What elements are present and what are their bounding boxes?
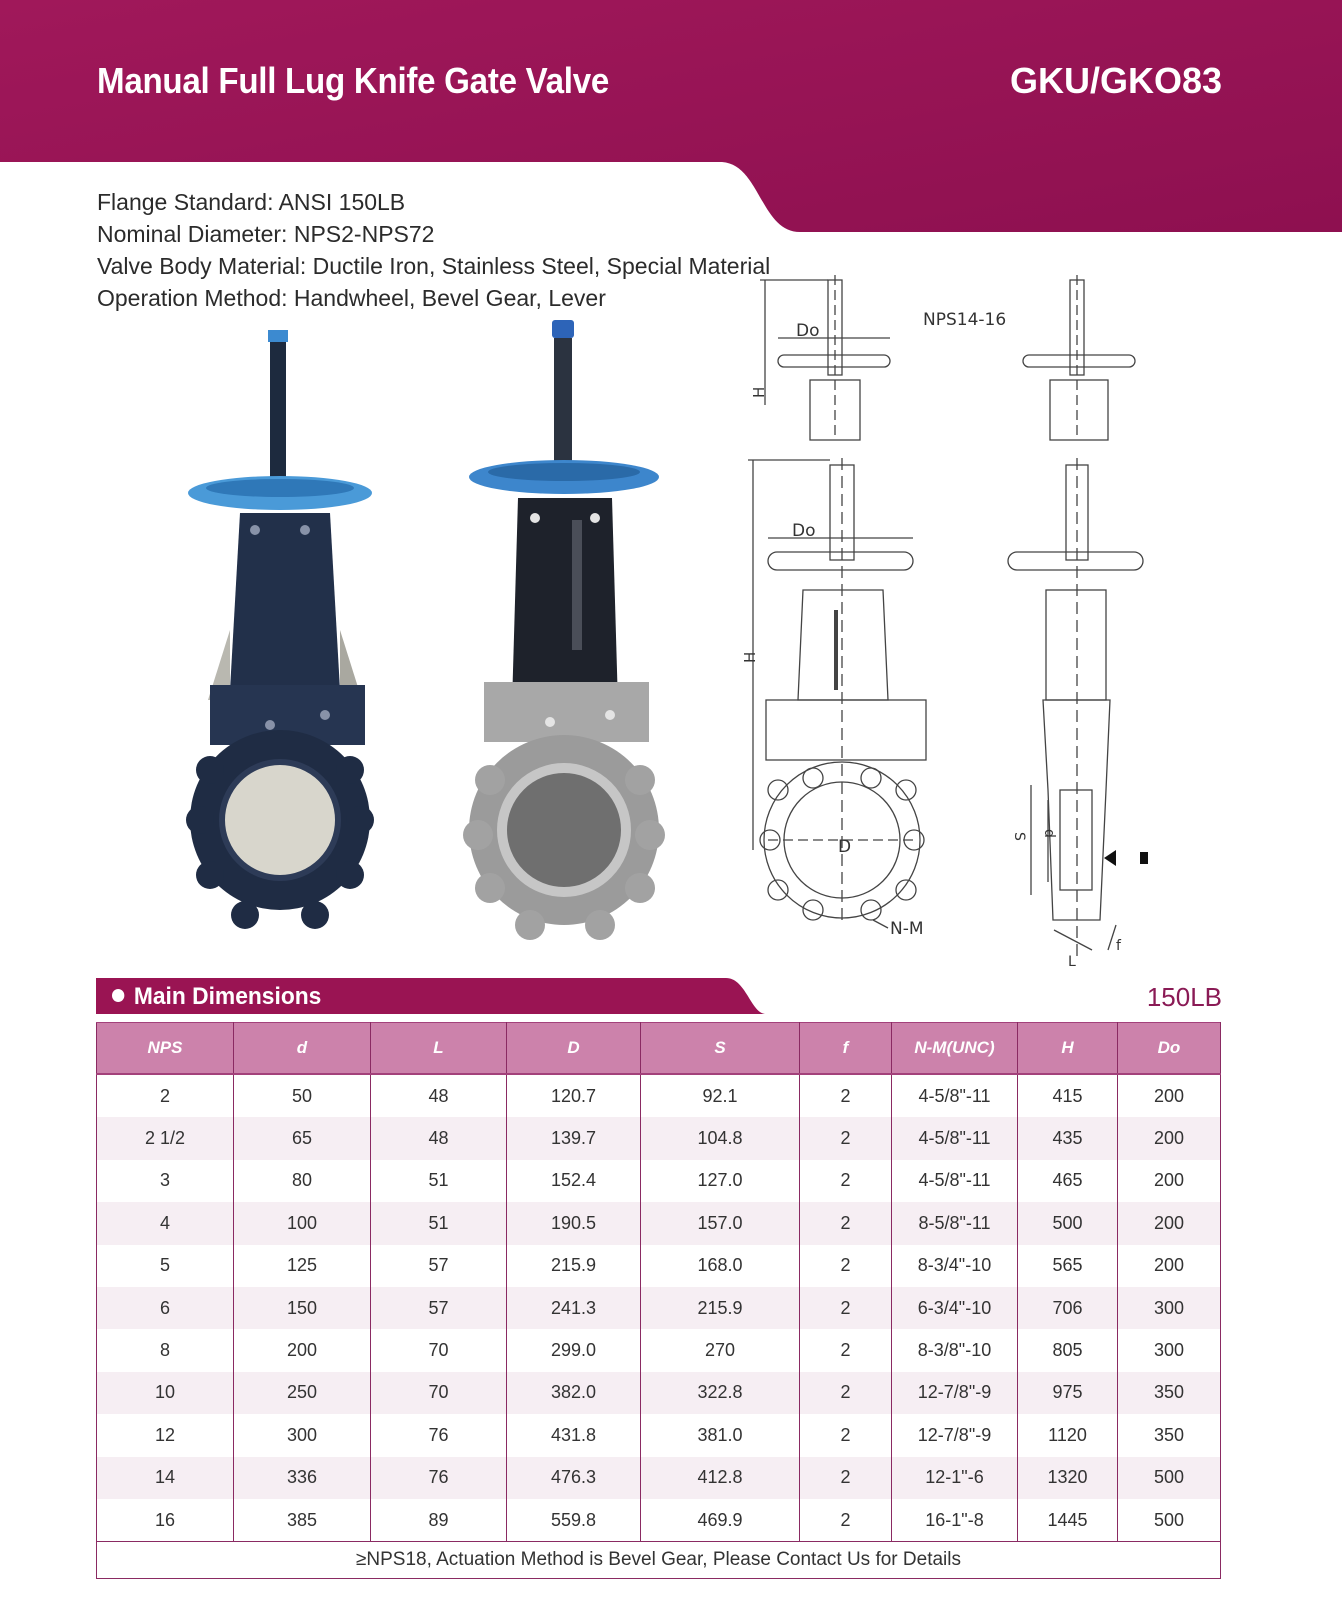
table-cell: 2 [800, 1499, 892, 1542]
table-cell: 8-5/8"-11 [892, 1202, 1018, 1244]
table-cell: 241.3 [507, 1287, 641, 1329]
spec-list [97, 186, 770, 314]
table-cell: 350 [1118, 1414, 1221, 1456]
table-cell: 150 [234, 1287, 371, 1329]
table-cell: 200 [234, 1329, 371, 1371]
section-title [112, 983, 321, 1011]
table-cell: 8-3/8"-10 [892, 1329, 1018, 1371]
table-cell: 2 [800, 1329, 892, 1371]
table-cell: 100 [234, 1202, 371, 1244]
table-cell: 300 [1118, 1329, 1221, 1371]
table-cell: 92.1 [641, 1074, 800, 1117]
table-cell: 152.4 [507, 1160, 641, 1202]
column-header: Do [1118, 1023, 1221, 1075]
label-h-top: H [750, 386, 768, 398]
table-cell: 2 [800, 1372, 892, 1414]
table-cell: 6 [97, 1287, 234, 1329]
table-cell: 431.8 [507, 1414, 641, 1456]
table-body [97, 1074, 1221, 1542]
table-cell: 50 [234, 1074, 371, 1117]
table-cell: 336 [234, 1457, 371, 1499]
table-cell: 500 [1018, 1202, 1118, 1244]
table-row [97, 1117, 1221, 1159]
table-cell: 12-1"-6 [892, 1457, 1018, 1499]
valve-photo-stainless-steel [460, 320, 675, 955]
table-cell: 385 [234, 1499, 371, 1542]
table-row [97, 1245, 1221, 1287]
table-cell: 65 [234, 1117, 371, 1159]
table-cell: 412.8 [641, 1457, 800, 1499]
table-cell: 415 [1018, 1074, 1118, 1117]
label-n-m: N-M [890, 919, 924, 939]
valve-photo-ductile-iron [190, 330, 390, 950]
table-cell: 1445 [1018, 1499, 1118, 1542]
table-cell: 350 [1118, 1372, 1221, 1414]
table-cell: 70 [371, 1372, 507, 1414]
table-cell: 435 [1018, 1117, 1118, 1159]
table-cell: 270 [641, 1329, 800, 1371]
column-header: S [641, 1023, 800, 1075]
spec-body-material: Valve Body Material: Ductile Iron, Stainless Steel, Special Material [97, 253, 771, 279]
table-cell: 200 [1118, 1117, 1221, 1159]
label-h-main: H [741, 651, 759, 663]
table-row [97, 1457, 1221, 1499]
table-cell: 215.9 [641, 1287, 800, 1329]
table-cell: 190.5 [507, 1202, 641, 1244]
table-footnote: ≥NPS18, Actuation Method is Bevel Gear, Please Contact Us for Details [97, 1542, 1221, 1579]
label-do-top: Do [796, 321, 820, 341]
label-d: D [838, 837, 852, 857]
table-cell: 8 [97, 1329, 234, 1371]
table-cell: 51 [371, 1160, 507, 1202]
table-cell: 2 [800, 1414, 892, 1456]
table-cell: 48 [371, 1074, 507, 1117]
table-cell: 57 [371, 1287, 507, 1329]
table-cell: 250 [234, 1372, 371, 1414]
table-cell: 215.9 [507, 1245, 641, 1287]
table-header-row [97, 1023, 1221, 1075]
table-cell: 476.3 [507, 1457, 641, 1499]
table-cell: 51 [371, 1202, 507, 1244]
table-cell: 706 [1018, 1287, 1118, 1329]
table-cell: 2 [800, 1074, 892, 1117]
table-cell: 465 [1018, 1160, 1118, 1202]
size-label-nps14-16: NPS14-16 [923, 310, 1007, 330]
table-footnote-row [97, 1542, 1221, 1579]
table-row [97, 1160, 1221, 1202]
table-cell: 300 [234, 1414, 371, 1456]
model-number: GKU/GKO83 [1009, 60, 1222, 101]
table-cell: 16 [97, 1499, 234, 1542]
table-cell: 12 [97, 1414, 234, 1456]
table-cell: 4-5/8"-11 [892, 1074, 1018, 1117]
table-cell: 4 [97, 1202, 234, 1244]
table-row [97, 1287, 1221, 1329]
table-cell: 70 [371, 1329, 507, 1371]
label-do-main: Do [792, 521, 816, 541]
table-row [97, 1499, 1221, 1542]
table-cell: 2 1/2 [97, 1117, 234, 1159]
table-cell: 200 [1118, 1160, 1221, 1202]
page-title: Manual Full Lug Knife Gate Valve [97, 60, 609, 101]
column-header: NPS [97, 1023, 234, 1075]
table-cell: 2 [800, 1202, 892, 1244]
table-cell: 2 [800, 1457, 892, 1499]
table-cell: 89 [371, 1499, 507, 1542]
section-title-text: Main Dimensions [133, 983, 322, 1010]
table-cell: 469.9 [641, 1499, 800, 1542]
table-cell: 80 [234, 1160, 371, 1202]
table-cell: 200 [1118, 1202, 1221, 1244]
table-cell: 1120 [1018, 1414, 1118, 1456]
table-row [97, 1074, 1221, 1117]
spec-operation-method: Operation Method: Handwheel, Bevel Gear, Lever [97, 285, 606, 311]
table-cell: 382.0 [507, 1372, 641, 1414]
table-row [97, 1414, 1221, 1456]
dimensions-table [96, 1022, 1221, 1579]
table-cell: 4-5/8"-11 [892, 1160, 1018, 1202]
column-header: L [371, 1023, 507, 1075]
table-cell: 10 [97, 1372, 234, 1414]
table-cell: 2 [800, 1117, 892, 1159]
table-cell: 2 [800, 1245, 892, 1287]
table-cell: 2 [800, 1160, 892, 1202]
pressure-class-label: 150LB [1146, 982, 1222, 1012]
column-header: D [507, 1023, 641, 1075]
table-cell: 104.8 [641, 1117, 800, 1159]
table-cell: 805 [1018, 1329, 1118, 1371]
table-cell: 127.0 [641, 1160, 800, 1202]
label-s: S [1011, 832, 1027, 841]
table-row [97, 1202, 1221, 1244]
table-cell: 12-7/8"-9 [892, 1414, 1018, 1456]
table-cell: 12-7/8"-9 [892, 1372, 1018, 1414]
label-f: f [1116, 938, 1121, 954]
table-cell: 57 [371, 1245, 507, 1287]
table-cell: 168.0 [641, 1245, 800, 1287]
table-cell: 565 [1018, 1245, 1118, 1287]
table-cell: 300 [1118, 1287, 1221, 1329]
label-d-small: d [1041, 829, 1057, 838]
table-cell: 500 [1118, 1457, 1221, 1499]
table-cell: 500 [1118, 1499, 1221, 1542]
spec-flange-standard: Flange Standard: ANSI 150LB [97, 189, 406, 215]
table-cell: 3 [97, 1160, 234, 1202]
table-cell: 2 [97, 1074, 234, 1117]
table-cell: 120.7 [507, 1074, 641, 1117]
table-cell: 139.7 [507, 1117, 641, 1159]
table-cell: 76 [371, 1457, 507, 1499]
table-cell: 200 [1118, 1074, 1221, 1117]
table-cell: 8-3/4"-10 [892, 1245, 1018, 1287]
table-cell: 299.0 [507, 1329, 641, 1371]
technical-drawing [741, 270, 1168, 970]
table-cell: 16-1"-8 [892, 1499, 1018, 1542]
column-header: f [800, 1023, 892, 1075]
table-row [97, 1372, 1221, 1414]
table-cell: 975 [1018, 1372, 1118, 1414]
bullet-dot-icon [112, 989, 124, 1002]
table-cell: 157.0 [641, 1202, 800, 1244]
table-cell: 76 [371, 1414, 507, 1456]
label-l: L [1068, 954, 1076, 970]
table-cell: 200 [1118, 1245, 1221, 1287]
column-header: H [1018, 1023, 1118, 1075]
table-cell: 322.8 [641, 1372, 800, 1414]
column-header: N-M(UNC) [892, 1023, 1018, 1075]
table-cell: 559.8 [507, 1499, 641, 1542]
table-cell: 48 [371, 1117, 507, 1159]
table-cell: 381.0 [641, 1414, 800, 1456]
table-cell: 14 [97, 1457, 234, 1499]
table-cell: 2 [800, 1287, 892, 1329]
table-cell: 6-3/4"-10 [892, 1287, 1018, 1329]
spec-nominal-diameter: Nominal Diameter: NPS2-NPS72 [97, 221, 435, 247]
table-cell: 1320 [1018, 1457, 1118, 1499]
table-cell: 5 [97, 1245, 234, 1287]
table-row [97, 1329, 1221, 1371]
table-cell: 125 [234, 1245, 371, 1287]
table-cell: 4-5/8"-11 [892, 1117, 1018, 1159]
column-header: d [234, 1023, 371, 1075]
